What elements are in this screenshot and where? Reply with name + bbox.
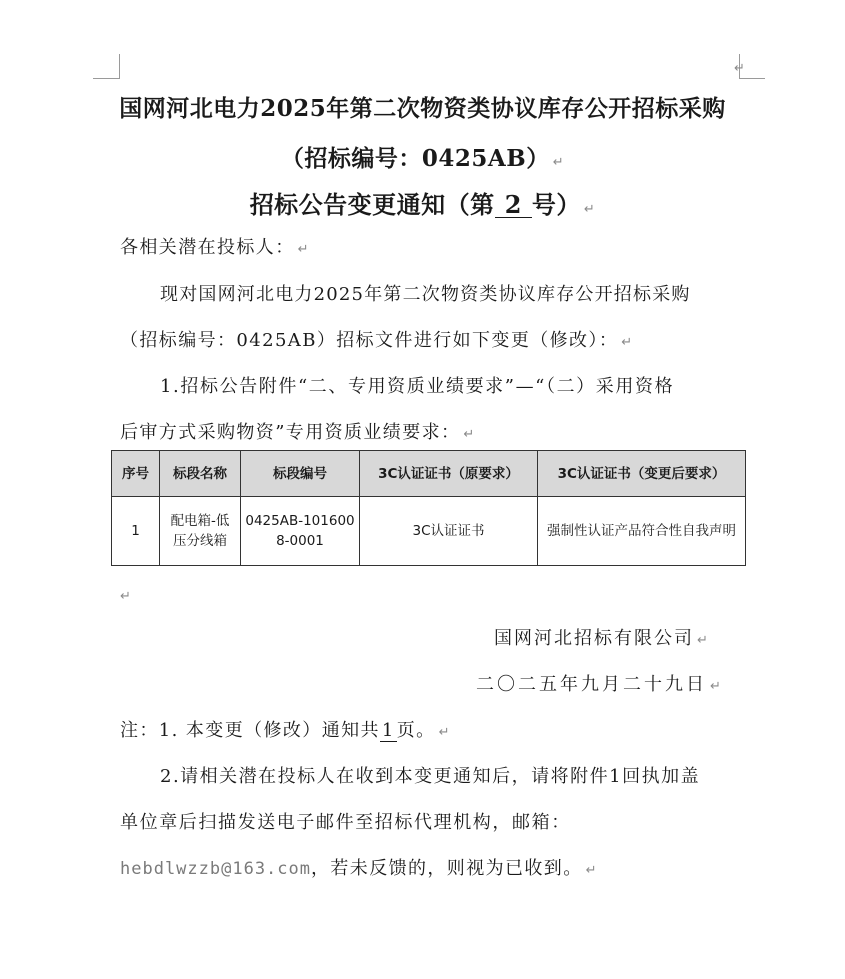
header-lot-name: 标段名称 xyxy=(160,451,241,497)
note2-text-2: 单位章后扫描发送电子邮件至招标代理机构，邮箱： xyxy=(120,812,571,833)
title-suffix: 号） xyxy=(531,190,581,219)
crop-mark-top-right-h xyxy=(739,78,765,79)
amendment-table xyxy=(111,450,746,566)
signature-company xyxy=(494,624,710,650)
note-2-line-3 xyxy=(120,854,598,880)
salutation-text: 各相关潜在投标人： xyxy=(120,237,295,258)
title-prefix: 招标公告变更通知（第 xyxy=(249,190,495,219)
paragraph-mark: ↵ xyxy=(585,863,598,878)
intro-text-2: （招标编号：0425AB）招标文件进行如下变更（修改）： xyxy=(120,330,619,351)
header-original-requirement: 3C认证证书（原要求） xyxy=(360,451,538,497)
title-line-2 xyxy=(0,140,845,173)
note2-text-1: 2.请相关潜在投标人在收到本变更通知后，请将附件1回执加盖 xyxy=(160,766,701,787)
paragraph-mark: ↵ xyxy=(120,589,133,604)
note1-page-count: 1 xyxy=(381,720,395,741)
item1-line-1 xyxy=(160,372,674,398)
cell-changed-requirement: 强制性认证产品符合性自我声明 xyxy=(538,497,746,566)
paragraph-mark: ↵ xyxy=(621,335,634,350)
crop-mark-top-left-v xyxy=(119,54,120,79)
note2-text-3: ，若未反馈的，则视为已收到。 xyxy=(311,858,583,879)
note-2-line-2 xyxy=(120,808,571,834)
cell-lot-code: 0425AB-1016008-0001 xyxy=(241,497,360,566)
cell-seq: 1 xyxy=(112,497,160,566)
title-line-3 xyxy=(0,185,845,220)
item1-line-2 xyxy=(120,418,476,444)
empty-paragraph xyxy=(120,584,132,605)
header-seq: 序号 xyxy=(112,451,160,497)
title-line-1 xyxy=(0,90,845,123)
paragraph-mark: ↵ xyxy=(697,633,710,648)
header-lot-code: 标段编号 xyxy=(241,451,360,497)
note-2-line-1 xyxy=(160,762,700,788)
table-row xyxy=(112,497,746,566)
company-name: 国网河北招标有限公司 xyxy=(494,628,694,649)
intro-text-1: 现对国网河北电力2025年第二次物资类协议库存公开招标采购 xyxy=(160,284,691,305)
paragraph-mark: ↵ xyxy=(297,242,310,257)
table-header-row xyxy=(112,451,746,497)
notice-number: 2 xyxy=(495,193,532,218)
note1-suffix: 页。 xyxy=(396,720,436,741)
cell-lot-name: 配电箱-低压分线箱 xyxy=(160,497,241,566)
salutation xyxy=(120,233,310,259)
paragraph-mark: ↵ xyxy=(552,155,565,170)
note1-prefix: 注：1. 本变更（修改）通知共 xyxy=(120,720,380,741)
paragraph-mark: ↵ xyxy=(438,725,451,740)
paragraph-mark: ↵ xyxy=(734,61,745,76)
crop-mark-top-left-h xyxy=(93,78,119,79)
paragraph-mark: ↵ xyxy=(583,202,596,217)
item1-text-1: 1.招标公告附件“二、专用资质业绩要求”—“（二）采用资格 xyxy=(160,376,675,397)
intro-line-1 xyxy=(160,280,691,306)
title-text-1: 国网河北电力2025年第二次物资类协议库存公开招标采购 xyxy=(119,95,726,122)
cell-original-requirement: 3C认证证书 xyxy=(360,497,538,566)
item1-text-2: 后审方式采购物资”专用资质业绩要求： xyxy=(120,422,461,443)
date-text: 二〇二五年九月二十九日 xyxy=(476,674,707,695)
note-1 xyxy=(120,716,451,742)
title-text-2: （招标编号：0425AB） xyxy=(280,145,550,172)
header-changed-requirement: 3C认证证书（变更后要求） xyxy=(538,451,746,497)
email-address[interactable]: hebdlwzzb@163.com xyxy=(120,859,311,879)
signature-date xyxy=(476,670,724,696)
paragraph-mark: ↵ xyxy=(463,427,476,442)
paragraph-mark: ↵ xyxy=(710,679,724,694)
intro-line-2 xyxy=(120,326,634,352)
